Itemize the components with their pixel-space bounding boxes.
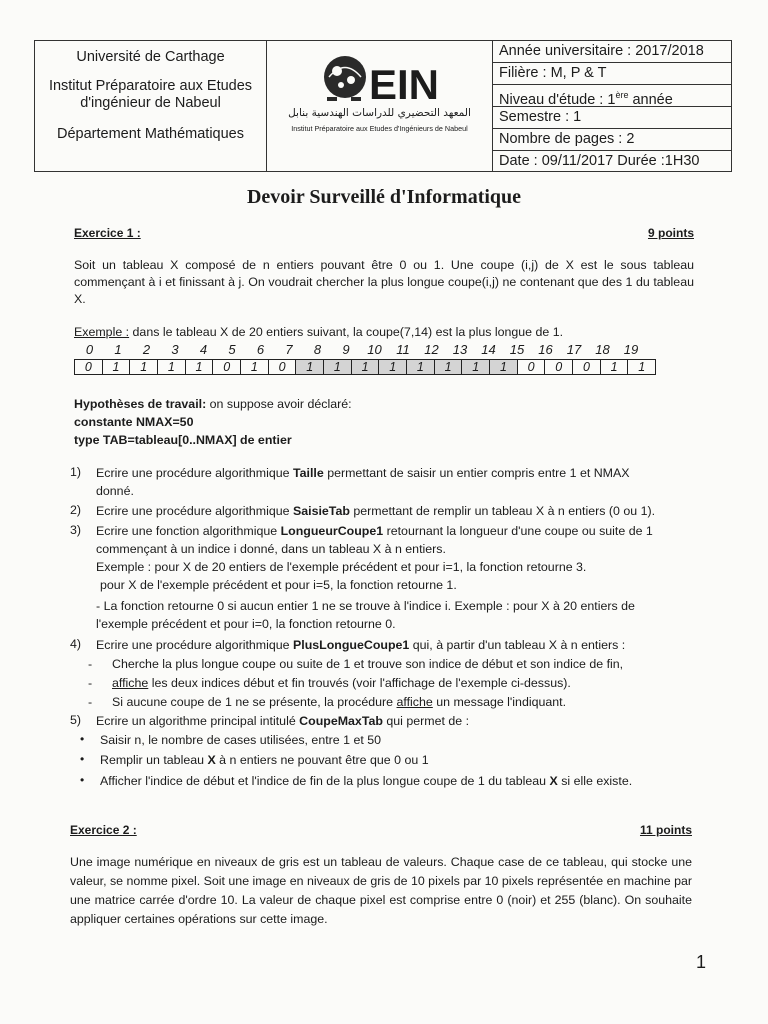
university-name: Université de Carthage: [76, 49, 225, 65]
logo-block: [267, 41, 493, 171]
bullet-3: •: [80, 773, 85, 787]
filiere: Filière : M, P & T: [493, 63, 731, 85]
array-cell: 1: [601, 360, 629, 374]
question-1-cont: donné.: [96, 484, 134, 498]
array-cell: 1: [490, 360, 518, 374]
array-cell: 0: [75, 360, 103, 374]
question-3-note: - La fonction retourne 0 si aucun entier 1 ne se trouve à l'indice i. Exemple : pour X à 20 entiers de: [96, 599, 635, 613]
page-count: Nombre de pages : 2: [493, 129, 731, 151]
question-5-item2: Remplir un tableau X à n entiers ne pouvant être que 0 ou 1: [100, 753, 429, 767]
array-cell: 1: [103, 360, 131, 374]
logo-subtitle: Institut Préparatoire aux Etudes d'Ingénieurs de Nabeul: [291, 124, 468, 133]
question-5-item1: Saisir n, le nombre de cases utilisées, entre 1 et 50: [100, 733, 382, 747]
array-cell: 1: [462, 360, 490, 374]
array-index: 18: [595, 342, 610, 357]
exam-date: Date : 09/11/2017 Durée :1H30: [499, 153, 700, 169]
bullet-1: •: [80, 732, 85, 746]
question-5: Ecrire un algorithme principal intitulé CoupeMaxTab qui permet de :: [96, 714, 470, 728]
array-cell: 1: [296, 360, 324, 374]
department-name: Département Mathématiques: [57, 126, 244, 142]
array-index: 13: [452, 342, 468, 357]
array-cell: 1: [324, 360, 352, 374]
example-array: [74, 359, 656, 375]
q1-number: 1): [70, 465, 82, 479]
array-cell: 1: [158, 360, 186, 374]
array-index: 12: [424, 342, 439, 357]
q4-number: 4): [70, 637, 82, 651]
type-declaration: type TAB=tableau[0..NMAX] de entier: [74, 433, 292, 447]
array-cell: 1: [130, 360, 158, 374]
array-cell: 1: [407, 360, 435, 374]
question-4-item1: Cherche la plus longue coupe ou suite de 1 et trouve son indice de début et son indice de fin,: [112, 657, 624, 671]
array-index: 19: [623, 342, 639, 357]
array-cell: 0: [573, 360, 601, 374]
page-title: Devoir Surveillé d'Informatique: [246, 186, 522, 208]
exam-info-table: [493, 41, 731, 171]
array-cell: 1: [352, 360, 380, 374]
logo-text: EIN: [369, 61, 440, 105]
question-4: Ecrire une procédure algorithmique PlusLongueCoupe1 qui, à partir d'un tableau X à n entiers :: [96, 638, 626, 652]
question-5-item3: Afficher l'indice de début et l'indice de fin de la plus longue coupe de 1 du tableau X si elle existe.: [100, 774, 633, 788]
array-cell: 1: [379, 360, 407, 374]
array-index-row: [74, 342, 644, 358]
exercise2-points: 11 points: [639, 823, 692, 837]
exercise1-intro: Soit un tableau X composé de n entiers pouvant être 0 ou 1. Une coupe (i,j) de X est le sous tableau commençant à i et finissant à j. On voudrait chercher la plus longue coupe(i,j) ne contenant que des 1 du tableau X.: [74, 258, 694, 306]
question-3-example1: Exemple : pour X de 20 entiers de l'exemple précédent et pour i=1, la fonction retourne 3.: [96, 560, 587, 574]
exercise1-heading: Exercice 1 : 9 points: [74, 226, 694, 240]
constant-declaration: constante NMAX=50: [74, 415, 194, 429]
array-index: 3: [171, 342, 179, 357]
header-box: [34, 40, 732, 172]
hypotheses-line: Hypothèses de travail: on suppose avoir déclaré:: [74, 397, 352, 411]
exercise2-heading: Exercice 2 : 11 points: [70, 823, 692, 837]
array-cell: 0: [213, 360, 241, 374]
dash-2: -: [88, 676, 93, 690]
array-index: 1: [114, 342, 122, 357]
array-cell: 1: [638, 360, 646, 374]
array-index: 8: [313, 342, 322, 357]
array-cell: 1: [241, 360, 269, 374]
array-index: 17: [566, 342, 582, 357]
q5-number: 5): [70, 713, 82, 727]
example-line: Exemple : dans le tableau X de 20 entiers suivant, la coupe(7,14) est la plus longue de 1.: [74, 325, 564, 339]
question-3-line2: commençant à un indice i donné, dans un tableau X à n entiers.: [96, 542, 446, 556]
array-cell: 1: [186, 360, 214, 374]
niveau: Niveau d'étude : 1ère année: [493, 85, 731, 107]
ipein-logo: [319, 53, 449, 105]
question-4-item3: Si aucune coupe de 1 ne se présente, la procédure affiche un message l'indiquant.: [112, 695, 567, 709]
array-cell: 0: [545, 360, 573, 374]
q2-number: 2): [70, 503, 82, 517]
question-2: Ecrire une procédure algorithmique SaisieTab permettant de remplir un tableau X à n entiers (0 ou 1).: [96, 504, 656, 518]
q3-number: 3): [70, 523, 82, 537]
array-index: 0: [85, 342, 94, 357]
array-index: 7: [285, 342, 293, 357]
arabic-institute-name: المعهد التحضيري للدراسات الهندسية بنابل: [288, 107, 471, 119]
array-index: 15: [509, 342, 525, 357]
semestre: Semestre : 1: [493, 107, 731, 129]
dash-1: -: [88, 657, 93, 671]
array-index: 10: [367, 342, 382, 357]
array-cell: 0: [269, 360, 297, 374]
array-index: 2: [142, 342, 151, 357]
array-index: 14: [481, 342, 496, 357]
array-index: 9: [342, 342, 350, 357]
array-index: 16: [538, 342, 553, 357]
dash-3: -: [88, 695, 93, 709]
bullet-2: •: [80, 752, 85, 766]
institute-name: Institut Préparatoire aux Etudes d'ingénieur de Nabeul: [48, 78, 253, 111]
array-cell: 1: [435, 360, 463, 374]
exercise2-text: Une image numérique en niveaux de gris est un tableau de valeurs. Chaque case de ce tableau, qui stocke une valeur, se nomme pixel. Soit une image en niveaux de gris de 10 pixels par 10 pixels représentée en machine par une matrice carrée d'ordre 10. La valeur de chaque pixel est comprise entre 0 (noir) et 255 (blanc). On souhaite appliquer certaines opérations sur cette image.: [70, 855, 692, 926]
array-index: 4: [199, 342, 208, 357]
question-1: Ecrire une procédure algorithmique Taille permettant de saisir un entier compris entre 1 et NMAX: [96, 466, 630, 480]
institution-block: [35, 41, 267, 171]
question-3-note-cont: l'exemple précédent et pour i=0, la fonction retourne 0.: [96, 617, 396, 631]
question-4-item2: affiche les deux indices début et fin trouvés (voir l'affichage de l'exemple ci-dessus).: [112, 676, 571, 690]
array-index: 6: [256, 342, 265, 357]
array-cell: 0: [518, 360, 546, 374]
page-number: 1: [695, 952, 706, 972]
exercise1-points: 9 points: [647, 226, 694, 240]
question-3-example2: pour X de l'exemple précédent et pour i=5, la fonction retourne 1.: [100, 578, 457, 592]
question-3: Ecrire une fonction algorithmique LongueurCoupe1 retournant la longueur d'une coupe ou suite de 1: [96, 524, 653, 538]
array-index: 5: [228, 342, 236, 357]
array-index: 11: [396, 342, 410, 357]
academic-year: Année universitaire : 2017/2018: [493, 41, 731, 63]
